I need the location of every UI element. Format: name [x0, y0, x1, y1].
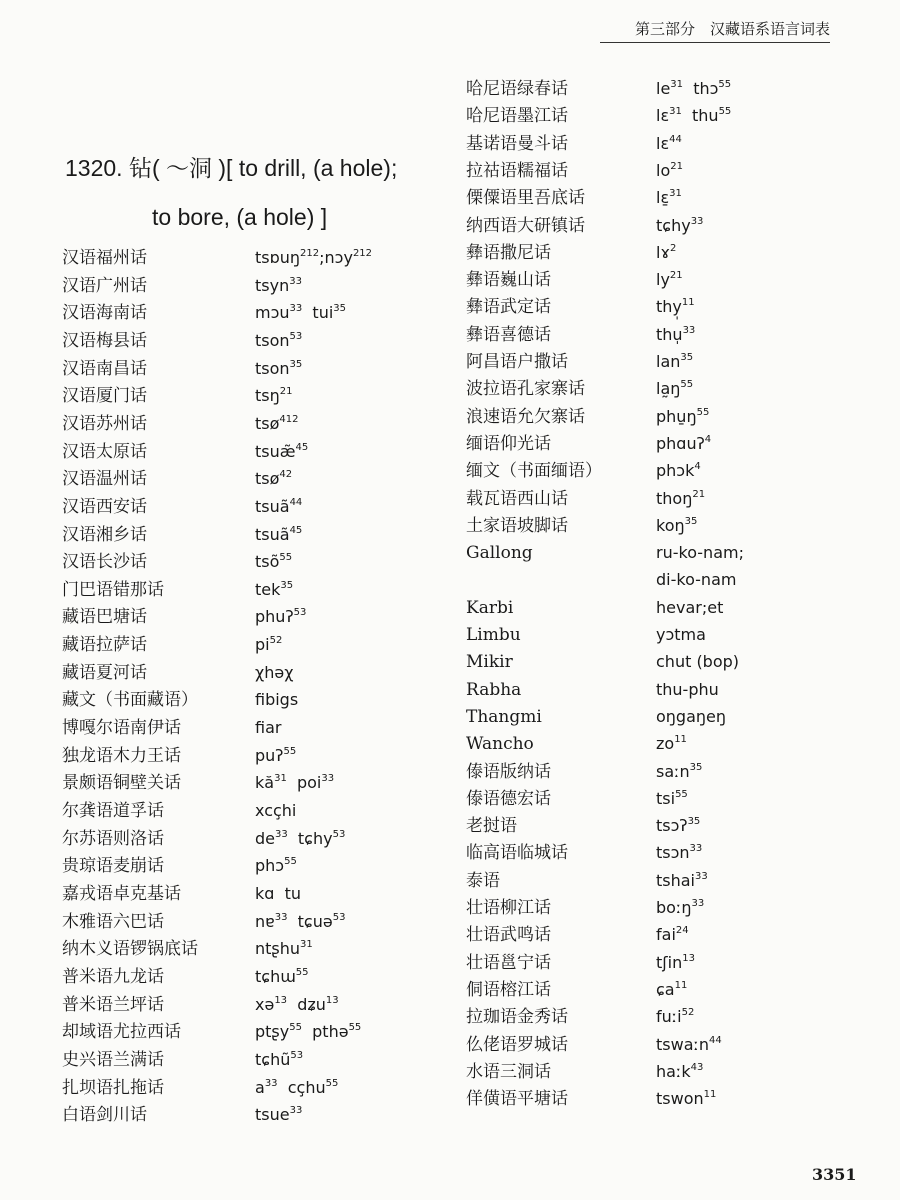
tone-number: 31 — [670, 79, 684, 90]
tone-number: 31 — [274, 773, 287, 785]
language-name: 白语剑川话 — [62, 1105, 147, 1126]
language-name: 壮语柳江话 — [466, 898, 551, 918]
word-form — [255, 634, 282, 656]
word-form — [656, 1088, 716, 1110]
tone-number: 55 — [675, 788, 688, 800]
tone-number: 55 — [696, 406, 710, 418]
form-text: nɐ — [255, 911, 275, 931]
language-name: 波拉语孔家寨话 — [466, 379, 585, 400]
language-name: 汉语西安话 — [62, 496, 147, 517]
word-form — [255, 358, 302, 380]
form-text: fiar — [255, 718, 282, 738]
form-text: tɕhy — [287, 828, 333, 848]
word-form — [255, 579, 293, 601]
word-form — [255, 938, 313, 960]
word-form — [255, 302, 346, 324]
header-rule — [600, 42, 830, 43]
tone-number: 53 — [290, 1049, 304, 1061]
language-name: 嘉戎语卓克基话 — [62, 883, 181, 904]
form-text: a — [255, 1077, 265, 1097]
language-name: Limbu — [466, 625, 521, 645]
tone-number: 33 — [691, 898, 705, 909]
form-text: hevar;et — [656, 597, 724, 617]
form-text: de — [255, 828, 275, 848]
tone-number: 33 — [682, 324, 696, 336]
language-name: 傈僳语里吾底话 — [466, 188, 585, 209]
tone-number: 11 — [674, 734, 687, 746]
language-name: 仫佬语罗城话 — [466, 1034, 568, 1055]
form-text: tsi — [656, 788, 676, 808]
tone-number: 212 — [300, 248, 320, 259]
tone-number: 33 — [289, 275, 302, 287]
word-form — [255, 745, 296, 767]
tone-number: 33 — [689, 843, 703, 855]
tone-number: 21 — [670, 160, 683, 172]
word-form — [656, 651, 739, 673]
form-text: tsɔn — [656, 843, 690, 863]
tone-number: 11 — [681, 297, 695, 309]
tone-number: 43 — [690, 1061, 704, 1073]
language-name: 扎坝语扎拖话 — [62, 1077, 164, 1098]
language-name: 纳西语大研镇话 — [466, 215, 585, 236]
word-form — [255, 275, 302, 297]
tone-number: 55 — [295, 966, 309, 978]
form-text: lɛ̱ — [656, 188, 670, 208]
language-name: 汉语长沙话 — [62, 552, 147, 573]
form-text: tsõ — [255, 552, 280, 572]
word-form — [255, 717, 281, 739]
tone-number: 412 — [279, 413, 299, 425]
word-form — [255, 524, 302, 546]
tone-number: 55 — [289, 1022, 302, 1034]
language-name: 博嘎尔语南伊话 — [62, 718, 181, 739]
language-name: 壮语武鸣话 — [466, 925, 551, 946]
form-text: χhəχ — [255, 662, 294, 682]
form-text: phɔ — [255, 856, 285, 876]
language-name: 藏语拉萨话 — [62, 635, 147, 656]
tone-number: 13 — [325, 994, 339, 1006]
form-text: tsyn — [255, 275, 290, 295]
tone-number: 55 — [283, 745, 297, 757]
form-text: lɛ — [656, 106, 670, 126]
tone-number: 44 — [289, 496, 303, 508]
word-form — [656, 706, 726, 728]
tone-number: 33 — [289, 303, 303, 315]
form-text: lan — [656, 352, 681, 371]
form-text: tɕhũ — [255, 1049, 291, 1069]
form-text: oŋgaŋeŋ — [656, 706, 727, 726]
language-name: 彝语撒尼话 — [466, 242, 551, 263]
form-text: phuʔ — [255, 607, 294, 627]
language-name: 普米语九龙话 — [62, 966, 164, 987]
language-name: 侗语榕江话 — [466, 979, 551, 1000]
tone-number: 35 — [689, 761, 703, 773]
form-text: tɕhy — [656, 215, 691, 235]
language-name: 老挝语 — [466, 816, 517, 837]
tone-number: 35 — [684, 515, 698, 527]
form-text: pthə — [301, 1022, 349, 1042]
tone-number: 11 — [703, 1089, 717, 1101]
tone-number: 33 — [321, 773, 335, 785]
word-form — [656, 1034, 722, 1056]
language-name: 载瓦语西山话 — [466, 488, 568, 509]
word-form — [656, 761, 702, 783]
language-name: Karbi — [466, 597, 514, 618]
form-text: tson — [255, 330, 290, 350]
language-name: 汉语梅县话 — [62, 330, 147, 351]
tone-number: 33 — [289, 1105, 303, 1117]
form-text: thoŋ — [656, 488, 693, 508]
word-form — [656, 952, 695, 974]
word-form — [656, 542, 744, 564]
language-name: 门巴语错那话 — [62, 579, 164, 600]
form-text: tsue — [255, 1105, 290, 1125]
word-form — [255, 441, 308, 463]
language-name: 浪速语允欠寨话 — [466, 406, 585, 427]
form-text: thu̩ — [656, 324, 683, 344]
word-form — [656, 133, 682, 155]
word-form — [656, 296, 695, 318]
word-form — [656, 597, 723, 619]
tone-number: 55 — [284, 856, 297, 868]
page-number: 3351 — [812, 1165, 857, 1184]
tone-number: 35 — [289, 358, 303, 370]
form-text: fai — [656, 925, 676, 945]
word-form — [255, 828, 345, 850]
form-text: ru-ko-nam; — [656, 543, 744, 563]
tone-number: 33 — [274, 911, 288, 923]
tone-number: 55 — [325, 1077, 339, 1089]
form-text: phu̱ŋ — [656, 406, 697, 426]
language-name: 土家语坡脚话 — [466, 515, 568, 536]
form-text: kă — [255, 773, 275, 793]
language-name: 却域语尤拉西话 — [62, 1022, 181, 1043]
tone-number: 13 — [682, 952, 695, 964]
language-name: 汉语厦门话 — [62, 386, 147, 407]
word-form — [656, 215, 703, 237]
form-text: fibigs — [255, 690, 299, 710]
tone-number: 33 — [695, 870, 708, 882]
word-form — [255, 772, 334, 794]
word-form — [656, 815, 700, 837]
running-header: 第三部分 汉藏语系语言词表 — [634, 20, 830, 38]
language-name: 彝语武定话 — [466, 297, 551, 318]
word-form — [656, 460, 701, 482]
language-name: 汉语广州话 — [62, 275, 147, 296]
form-text: pi — [255, 635, 270, 655]
word-form — [255, 883, 301, 905]
tone-number: 4 — [704, 433, 712, 445]
word-form — [656, 269, 683, 291]
form-text: tsuã — [255, 496, 290, 516]
language-name: 汉语南昌话 — [62, 358, 147, 379]
form-text: zo — [656, 734, 675, 754]
form-text: yɔtma — [656, 625, 706, 644]
language-name: 拉珈语金秀话 — [466, 1007, 568, 1028]
tone-number: 52 — [681, 1007, 695, 1019]
tone-number: 35 — [333, 303, 347, 315]
tone-number: 11 — [674, 979, 688, 991]
language-name: 阿昌语户撒话 — [466, 352, 568, 372]
tone-number: 55 — [718, 106, 732, 118]
form-text: tshai — [656, 870, 695, 890]
language-name: 史兴语兰满话 — [62, 1049, 164, 1070]
word-form — [656, 160, 683, 182]
language-name: 泰语 — [466, 870, 500, 891]
language-name: 哈尼语绿春话 — [466, 79, 568, 99]
word-form — [656, 78, 731, 100]
word-form — [656, 406, 709, 428]
form-text: tʃin — [656, 952, 683, 972]
form-text: tswon — [656, 1089, 704, 1109]
word-form — [656, 788, 688, 810]
tone-number: 31 — [300, 939, 313, 951]
language-name: 壮语邕宁话 — [466, 952, 551, 973]
word-form — [255, 247, 372, 269]
word-form — [656, 897, 704, 919]
word-form — [656, 679, 719, 701]
form-text: tui — [302, 303, 334, 323]
form-text: saːn — [656, 761, 690, 781]
word-form — [656, 624, 706, 646]
language-name: 汉语温州话 — [62, 469, 147, 490]
form-text: tsɒuŋ — [255, 248, 301, 267]
tone-number: 44 — [669, 133, 682, 145]
language-name: 拉祜语糯福话 — [466, 160, 568, 181]
form-text: chut (bop) — [656, 652, 740, 672]
tone-number: 13 — [274, 994, 288, 1006]
tone-number: 4 — [694, 461, 701, 473]
form-text: tɕhɯ — [255, 966, 296, 986]
form-text: le — [656, 79, 671, 98]
word-form — [656, 488, 705, 510]
language-name: 木雅语六巴话 — [62, 911, 164, 932]
word-form — [656, 378, 693, 400]
word-form — [255, 662, 293, 684]
word-form — [255, 1021, 361, 1043]
form-text: xə — [255, 994, 275, 1014]
form-text: kɑ tu — [255, 883, 302, 903]
language-name: Wancho — [466, 734, 534, 755]
language-name: 汉语海南话 — [62, 303, 147, 324]
language-name: 傣语版纳话 — [466, 761, 551, 782]
language-name: 汉语湘乡话 — [62, 524, 147, 545]
word-form — [656, 187, 682, 209]
language-name: 纳木义语锣锅底话 — [62, 939, 198, 960]
form-text: tsuã — [255, 524, 290, 544]
form-text: ɕa — [656, 979, 675, 999]
form-text: ly — [656, 270, 670, 290]
form-text: ;nɔy — [319, 248, 353, 267]
language-name: 尔龚语道孚话 — [62, 801, 164, 821]
word-form — [656, 924, 689, 946]
tone-number: 31 — [669, 188, 682, 200]
word-form — [255, 855, 297, 877]
language-name: 水语三洞话 — [466, 1061, 551, 1082]
language-name: Thangmi — [466, 706, 542, 727]
form-text: thu-phu — [656, 679, 719, 699]
language-name: 藏语巴塘话 — [62, 607, 147, 628]
tone-number: 55 — [680, 379, 694, 391]
word-form — [656, 242, 676, 264]
form-text: ntʂhu — [255, 939, 301, 959]
form-text: tsɔʔ — [656, 816, 688, 836]
word-form — [656, 351, 693, 373]
form-text: puʔ — [255, 745, 284, 765]
tone-number: 45 — [295, 441, 309, 453]
word-form — [255, 911, 345, 933]
tone-number: 35 — [680, 352, 694, 363]
word-form — [656, 569, 736, 591]
language-name: 汉语太原话 — [62, 441, 147, 462]
word-form — [255, 606, 306, 628]
language-name: Mikir — [466, 652, 513, 673]
word-form — [255, 468, 292, 490]
form-text: mɔu — [255, 303, 290, 323]
form-text: di-ko-nam — [656, 570, 737, 590]
tone-number: 52 — [269, 635, 283, 647]
form-text: thɔ — [683, 79, 719, 98]
word-form — [255, 330, 302, 352]
tone-number: 44 — [709, 1034, 722, 1046]
language-name: 彝语喜德话 — [466, 324, 551, 345]
word-form — [255, 1077, 338, 1099]
form-text: tsø — [255, 413, 280, 433]
form-text: tsŋ — [255, 386, 280, 406]
word-form — [255, 496, 302, 518]
tone-number: 35 — [687, 816, 701, 828]
word-form — [656, 1006, 694, 1028]
language-name: 临高语临城话 — [466, 843, 568, 864]
tone-number: 33 — [275, 828, 288, 840]
form-text: cçhu — [277, 1077, 326, 1097]
word-form — [255, 966, 309, 988]
tone-number: 55 — [348, 1022, 362, 1034]
word-form — [656, 842, 702, 864]
tone-number: 55 — [279, 552, 293, 564]
entry-title-line-2: to bore, (a hole) ] — [152, 204, 328, 230]
form-text: la̰ŋ — [656, 379, 681, 399]
language-name: 藏语夏河话 — [62, 662, 147, 683]
word-form — [255, 1049, 303, 1071]
language-name: Rabha — [466, 679, 522, 700]
tone-number: 45 — [289, 524, 303, 536]
word-form — [255, 551, 292, 573]
form-text: tswaːn — [656, 1034, 710, 1054]
word-form — [656, 733, 687, 755]
word-form — [255, 385, 292, 407]
form-text: lɛ — [656, 133, 670, 153]
word-form — [656, 515, 697, 537]
tone-number: 33 — [690, 215, 704, 227]
tone-number: 55 — [718, 79, 732, 90]
tone-number: 42 — [279, 469, 293, 481]
language-name: 汉语苏州话 — [62, 413, 147, 434]
form-text: thy̩ — [656, 297, 682, 317]
language-name: 景颇语铜壁关话 — [62, 773, 181, 794]
tone-number: 53 — [332, 911, 346, 923]
word-form — [656, 870, 708, 892]
language-name: 佯僙语平塘话 — [466, 1089, 568, 1110]
language-name: 缅文（书面缅语） — [466, 461, 602, 482]
language-name: 独龙语木力王话 — [62, 745, 181, 766]
tone-number: 53 — [289, 330, 303, 342]
form-text: thu — [681, 106, 719, 126]
word-form — [656, 433, 711, 455]
language-name: 哈尼语墨江话 — [466, 106, 568, 127]
language-name: 彝语巍山话 — [466, 270, 551, 291]
language-name: 普米语兰坪话 — [62, 994, 164, 1015]
form-text: tsuæ̃ — [255, 441, 296, 461]
language-name: 傣语德宏话 — [466, 788, 551, 809]
form-text: phɔk — [656, 461, 695, 481]
word-form — [255, 689, 298, 711]
form-text: boːŋ — [656, 898, 692, 917]
language-name: 尔苏语则洛话 — [62, 828, 164, 849]
tone-number: 21 — [669, 270, 683, 282]
entry-title-line-1: 1320. 钻( ～洞 )[ to drill, (a hole); — [65, 155, 398, 181]
language-name: 藏文（书面藏语） — [62, 690, 198, 711]
form-text: lɤ — [656, 242, 670, 262]
word-form — [656, 1061, 703, 1083]
language-name: 基诺语曼斗话 — [466, 133, 568, 154]
word-form — [255, 1104, 302, 1126]
form-text: xcçhi — [255, 801, 297, 820]
form-text: lo — [656, 160, 671, 180]
tone-number: 35 — [280, 579, 294, 591]
form-text: tɕuə — [287, 911, 333, 931]
form-text: tsø — [255, 469, 280, 489]
word-form — [255, 994, 339, 1016]
form-text: koŋ — [656, 515, 685, 535]
form-text: phɑuʔ — [656, 433, 705, 453]
word-form — [255, 413, 299, 435]
language-name: Gallong — [466, 543, 533, 564]
tone-number: 212 — [352, 248, 373, 259]
form-text: ptʂy — [255, 1022, 290, 1042]
form-text: tek — [255, 579, 281, 599]
form-text: dʑu — [287, 994, 326, 1014]
tone-number: 33 — [264, 1077, 278, 1089]
word-form — [656, 979, 687, 1001]
form-text: haːk — [656, 1061, 691, 1081]
language-name: 贵琼语麦崩话 — [62, 856, 164, 877]
tone-number: 2 — [669, 242, 677, 254]
tone-number: 24 — [675, 925, 689, 937]
language-name: 缅语仰光话 — [466, 433, 551, 454]
form-text: tson — [255, 358, 290, 378]
form-text: fuːi — [656, 1007, 682, 1027]
word-form — [255, 800, 296, 822]
language-name: 汉语福州话 — [62, 248, 147, 268]
tone-number: 21 — [692, 488, 706, 500]
tone-number: 53 — [293, 607, 307, 619]
tone-number: 53 — [332, 828, 346, 840]
tone-number: 21 — [279, 386, 293, 398]
word-form — [656, 324, 695, 346]
tone-number: 31 — [669, 106, 682, 118]
form-text: poi — [286, 773, 322, 793]
word-form — [656, 105, 731, 127]
